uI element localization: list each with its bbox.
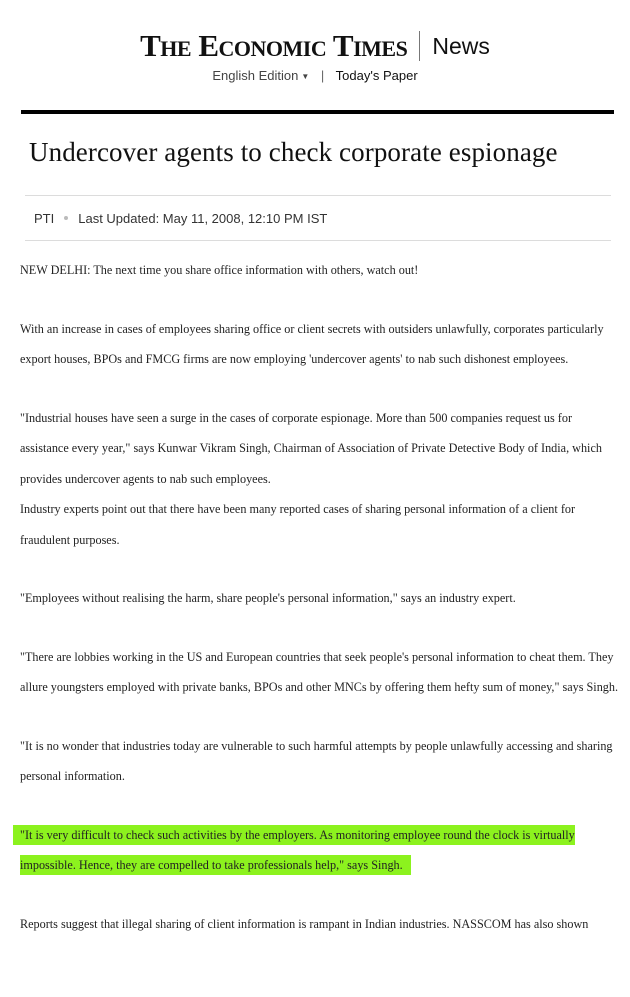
byline [25,195,611,241]
article-body [20,255,620,939]
highlighted-text: "It is very difficult to check such activities by the employers. As monitoring employee round the clock is virtually impossible. Hence, they are compelled to take professionals help," says Singh. [13,825,575,876]
last-updated: Last Updated: May 11, 2008, 12:10 PM IST [78,210,328,226]
site-logo[interactable]: The Economic Times [140,28,408,63]
paragraph: With an increase in cases of employees sharing office or client secrets with outsiders unlawfully, corporates particularly export houses, BPOs and FMCG firms are now employing 'undercover agents' to nab such dishonest employees. [20,321,604,366]
paragraph: "Industrial houses have seen a surge in the cases of corporate espionage. More than 500 companies request us for assistance every year," says Kunwar Vikram Singh, Chairman of Association of Private Detective Body of India, which provides undercover agents to nab such employees. [20,410,602,486]
section-name[interactable]: News [432,32,490,59]
paragraph: Reports suggest that illegal sharing of client information is rampant in Indian industries. NASSCOM has also shown [20,916,589,931]
edition-label: English Edition [212,68,299,83]
paragraph: "It is no wonder that industries today are vulnerable to such harmful attempts by people unlawfully accessing and sharing personal information. [20,738,613,783]
edition-row [0,68,630,83]
article-headline: Undercover agents to check corporate espionage [29,137,558,167]
edition-selector[interactable] [212,68,309,83]
paragraph: "Employees without realising the harm, share people's personal information," says an industry expert. [20,591,516,605]
highlighted-paragraph [20,820,620,881]
top-rule [21,110,614,114]
paragraph: Industry experts point out that there have been many reported cases of sharing personal information of a client for fraudulent purposes. [20,502,576,547]
caret-down-icon: ▼ [301,72,310,82]
edition-separator: | [320,68,325,83]
masthead [0,28,630,88]
byline-dot [64,216,68,220]
todays-paper-link[interactable]: Today's Paper [335,68,418,83]
brand-divider [419,31,420,61]
paragraph: NEW DELHI: The next time you share office information with others, watch out! [20,263,419,277]
brand-row [0,28,630,64]
author-name[interactable]: PTI [34,210,55,226]
paragraph: "There are lobbies working in the US and European countries that seek people's personal information to cheat them. They allure youngsters employed with private banks, BPOs and other MNCs by offering them hefty sum of money," says Singh. [20,649,619,694]
